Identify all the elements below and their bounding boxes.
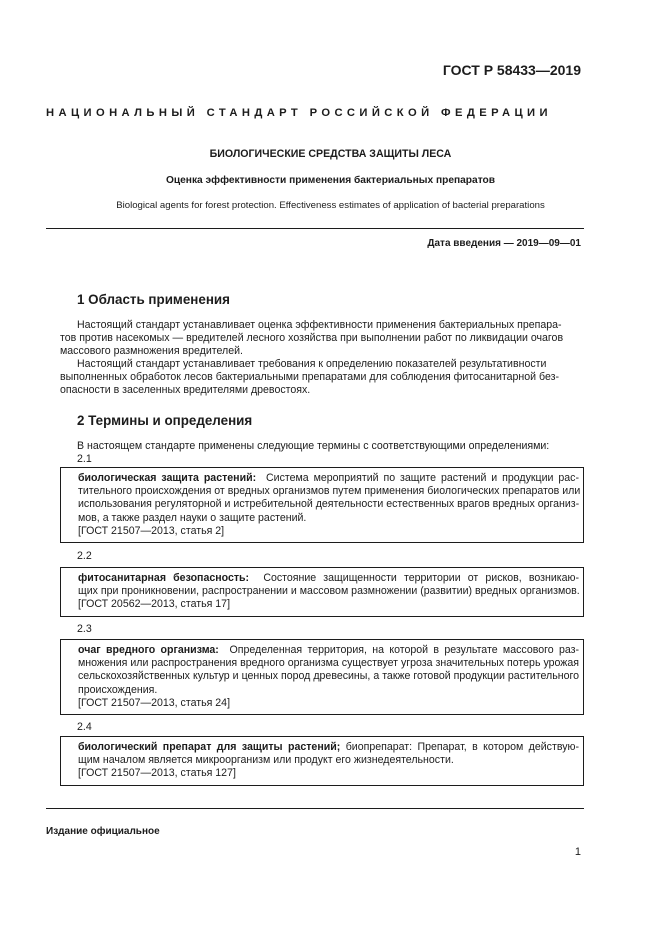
gost-number: ГОСТ Р 58433—2019 (442, 62, 581, 78)
term-reference: [ГОСТ 21507—2013, статья 24] (78, 696, 231, 709)
definition-text: Состояние защищенности территории от рисков, возникаю- (263, 572, 579, 584)
page-number: 1 (574, 846, 581, 858)
term-number: 2.4 (77, 721, 92, 733)
term-definition-box (60, 567, 584, 617)
term-name: биологическая защита растений: (78, 472, 257, 484)
section-1-paragraph-2 (60, 358, 580, 398)
text-line: Настоящий стандарт устанавливает требования к определению показателей результативности (77, 358, 547, 370)
term-definition-box (60, 736, 584, 786)
text-line: происхождения. (78, 683, 158, 696)
definition-text: Определенная территория, на которой в результате массового раз- (229, 644, 580, 656)
text-line: множения или распространения вредного организма существует угроза значительных потерь урожая (78, 657, 579, 670)
text-line (78, 741, 579, 754)
horizontal-rule-top (46, 228, 584, 229)
text-line: тительного происхождения от вредных организмов путем применения биологических препаратов или (78, 485, 581, 498)
section-2-intro (60, 440, 580, 453)
text-line (78, 472, 579, 485)
term-definition-box (60, 639, 584, 715)
section-2-heading: 2 Термины и определения (77, 413, 253, 428)
term-name: фитосанитарная безопасность: (78, 572, 250, 584)
definition-text: биопрепарат: Препарат, в котором действую- (345, 741, 579, 753)
text-line: В настоящем стандарте применены следующие термины с соответствующими определениями: (77, 440, 550, 452)
text-line: выполненных обработок лесов бактериальными препаратами для соблюдения фитосанитарной без- (60, 371, 559, 384)
document-title: БИОЛОГИЧЕСКИЕ СРЕДСТВА ЗАЩИТЫ ЛЕСА (209, 148, 452, 160)
text-line (78, 644, 579, 657)
term-reference: [ГОСТ 21507—2013, статья 2] (78, 524, 225, 537)
date-introduced: Дата введения — 2019—09—01 (427, 238, 581, 249)
term-number: 2.2 (77, 550, 92, 562)
text-line (78, 572, 579, 585)
national-standard-banner: НАЦИОНАЛЬНЫЙ СТАНДАРТ РОССИЙСКОЙ ФЕДЕРАЦИИ (46, 107, 552, 119)
official-edition-label: Издание официальное (46, 826, 160, 837)
text-line: тов против насекомых — вредителей лесного хозяйства при выполнении работ по ликвидации очагов (60, 332, 564, 345)
text-line: Настоящий стандарт устанавливает оценка эффективности применения бактериальных препара- (77, 319, 562, 331)
definition-text: Система мероприятий по защите растений и продукции рас- (266, 472, 579, 484)
text-line: опасности в заселенных вредителями древостоях. (60, 384, 311, 397)
term-name: очаг вредного организма: (78, 644, 219, 656)
section-1-heading: 1 Область применения (77, 292, 230, 307)
horizontal-rule-bottom (46, 808, 584, 809)
term-number: 2.1 (77, 453, 92, 465)
text-line: сельскохозяйственных культур и ценных пород древесины, а также готовой продукции растительного (78, 670, 579, 683)
section-1-paragraph-1 (60, 319, 580, 359)
document-subtitle: Оценка эффективности применения бактериальных препаратов (165, 175, 496, 186)
text-line: использования регуляторной и истребительной деятельности естественных врагов вредных организ- (78, 498, 580, 511)
text-line: мов, а также раздел науки о защите растений. (78, 511, 307, 524)
document-title-english: Biological agents for forest protection. Effectiveness estimates of application of bacterial preparations (116, 200, 545, 211)
term-name: биологический препарат для защиты растений; (78, 741, 341, 753)
term-reference: [ГОСТ 21507—2013, статья 127] (78, 767, 236, 780)
term-number: 2.3 (77, 623, 92, 635)
term-reference: [ГОСТ 20562—2013, статья 17] (78, 598, 231, 611)
term-definition-box (60, 467, 584, 543)
text-line: массового размножения вредителей. (60, 345, 243, 358)
text-line: щих при проникновении, распространении и массовом размножении (развитии) вредных организмов. (78, 585, 580, 598)
text-line: щим началом является микроорганизм или продукт его жизнедеятельности. (78, 754, 454, 767)
